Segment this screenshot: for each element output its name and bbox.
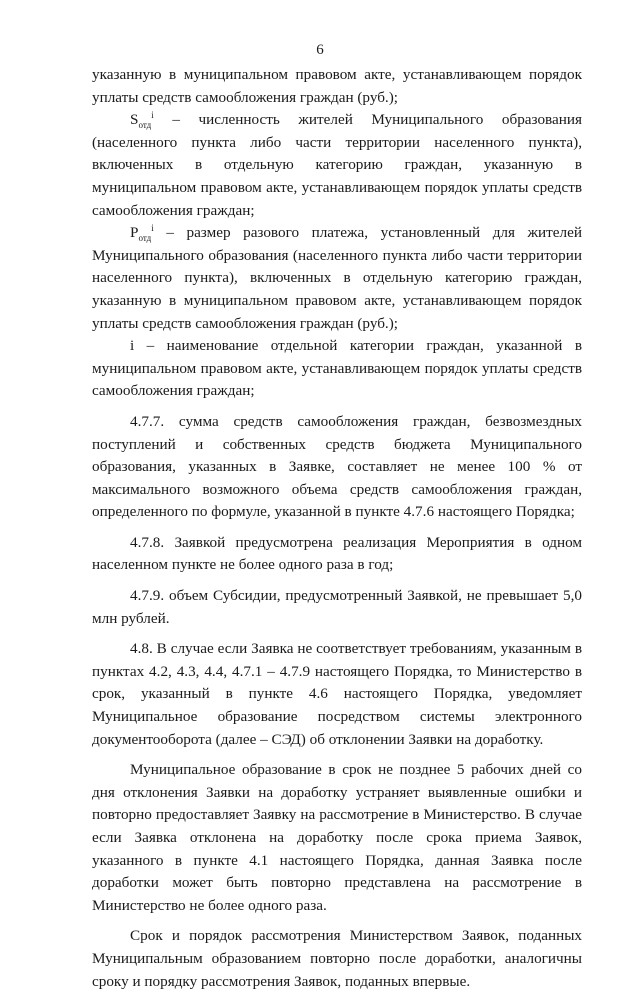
- formula-symbol-p: $P_{отд}^i$: [130, 223, 154, 244]
- paragraph-4-7-9: 4.7.9. объем Субсидии, предусмотренный Заявкой, не превышает 5,0 млн рублей.: [92, 587, 582, 627]
- paragraph-4-7-7: 4.7.7. сумма средств самообложения граждан, безвозмездных поступлений и собственных средств бюджета Муниципального образования, указанных в Заявке, составляет не менее 100 % от максимального возможного объема средств самообложения граждан, определенного по формуле, указанной в пункте 4.7.6 настоящего Порядка;: [92, 412, 582, 521]
- paragraph-s-definition: [92, 109, 582, 222]
- paragraph-review-terms: Срок и порядок рассмотрения Министерством Заявок, поданных Муниципальным образованием повторно после доработки, аналогичны сроку и порядку рассмотрения Заявок, поданных впервые.: [92, 927, 582, 990]
- paragraph-i-definition: i – наименование отдельной категории граждан, указанной в муниципальном правовом акте, устанавливающем порядок уплаты средств самообложения граждан;: [92, 337, 582, 400]
- paragraph-continuation: указанную в муниципальном правовом акте, устанавливающем порядок уплаты средств самообложения граждан (руб.);: [92, 66, 582, 106]
- paragraph-rework: Муниципальное образование в срок не позднее 5 рабочих дней со дня отклонения Заявки на доработку устраняет выявленные ошибки и повторно предоставляет Заявку на рассмотрение в Министерство. В случае если Заявка отклонена на доработку после срока приема Заявок, указанного в пункте 4.1 настоящего Порядка, данная Заявка после доработки может быть повторно представлена на рассмотрение в Министерство не более одного раза.: [92, 761, 582, 914]
- document-body: [92, 64, 582, 993]
- paragraph-4-8: 4.8. В случае если Заявка не соответствует требованиям, указанным в пунктах 4.2, 4.3, 4.4, 4.7.1 – 4.7.9 настоящего Порядка, то Министерство в срок, указанный в пункте 4.6 настоящего Порядка, уведомляет Муниципальное образование посредством системы электронного документооборота (далее – СЭД) об отклонении Заявки на доработку.: [92, 640, 582, 748]
- paragraph-4-7-8: 4.7.8. Заявкой предусмотрена реализация Мероприятия в одном населенном пункте не более одного раза в год;: [92, 533, 582, 574]
- s-definition-text: – численность жителей Муниципального образования (населенного пункта либо части территории населенного пункта), включенных в отдельную категорию граждан, указанную в муниципальном правовом акте, устанавливающем порядок уплаты средств самообложения граждан;: [92, 111, 582, 219]
- formula-symbol-s: $S_{отд}^i$: [130, 110, 154, 131]
- page-number: 6: [316, 42, 324, 58]
- paragraph-p-definition: [92, 222, 582, 335]
- p-definition-text: – размер разового платежа, установленный для жителей Муниципального образования (населенного пункта либо части территории населенного пункта), включенных в отдельную категорию граждан, указанную в муниципальном правовом акте, устанавливающем порядок уплаты средств самообложения граждан (руб.);: [92, 224, 582, 332]
